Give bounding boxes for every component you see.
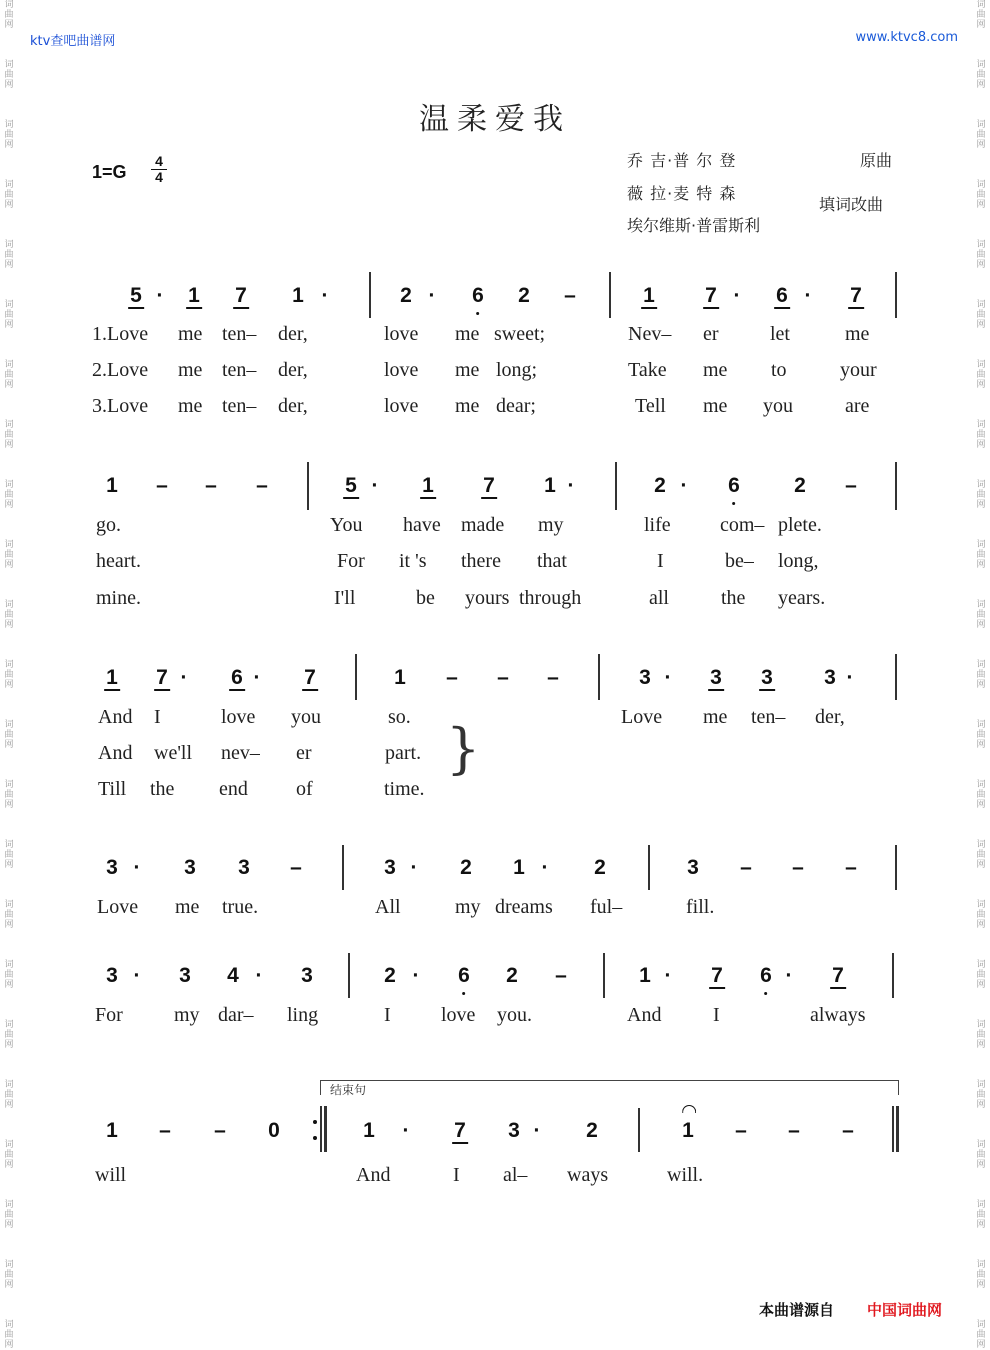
lyric-syllable: com–: [720, 514, 765, 536]
lyric-syllable: All: [375, 896, 401, 918]
watermark-mark: 词 曲 网: [4, 1200, 14, 1230]
watermark-mark: 词 曲 网: [4, 180, 14, 210]
note: 6: [728, 474, 740, 497]
watermark-mark: 词 曲 网: [4, 240, 14, 270]
lyric-syllable: Love: [97, 896, 139, 918]
note: 5: [130, 284, 142, 307]
lyric-syllable: I: [384, 1004, 391, 1026]
watermark-mark: 词 曲 网: [4, 420, 14, 450]
bar-line: [892, 953, 894, 998]
bar-line: [648, 845, 650, 890]
dot-mark: ·: [371, 474, 379, 497]
right-watermark-strip: [974, 0, 988, 1348]
dot-mark: ·: [428, 284, 436, 307]
note: 2: [400, 284, 412, 307]
lyric-syllable: me: [178, 359, 203, 381]
lyric-syllable: me: [455, 359, 480, 381]
dash-mark: –: [792, 856, 804, 879]
watermark-mark: 词 曲 网: [4, 1260, 14, 1290]
lyric-syllable: me: [178, 323, 203, 345]
note: 1: [106, 474, 118, 497]
watermark-mark: 词 曲 网: [976, 180, 986, 210]
watermark-mark: 词 曲 网: [976, 780, 986, 810]
watermark-mark: 词 曲 网: [4, 1080, 14, 1110]
dot-mark: ·: [733, 284, 741, 307]
bar-line: [307, 462, 309, 510]
ending-label: 结束句: [330, 1083, 367, 1097]
watermark-mark: 词 曲 网: [976, 960, 986, 990]
watermark-mark: 词 曲 网: [976, 840, 986, 870]
lyric-syllable: I: [657, 550, 664, 572]
watermark-mark: 词 曲 网: [4, 120, 14, 150]
watermark-mark: 词 曲 网: [4, 480, 14, 510]
dot-mark: ·: [180, 666, 188, 689]
left-watermark-strip: [2, 0, 16, 1348]
watermark-mark: 词 曲 网: [976, 600, 986, 630]
lyric-syllable: the: [150, 778, 175, 800]
lyric-syllable: me: [455, 323, 480, 345]
note: 6: [776, 284, 788, 307]
watermark-mark: 词 曲 网: [976, 540, 986, 570]
lyric-syllable: love: [221, 706, 256, 728]
bar-line: [615, 462, 617, 510]
dot-mark: ·: [664, 964, 672, 987]
lyric-syllable: be–: [725, 550, 754, 572]
time-signature: [151, 154, 167, 185]
note: 2: [460, 856, 472, 879]
bar-line: [369, 272, 371, 318]
watermark-mark: 词 曲 网: [4, 1140, 14, 1170]
lyric-syllable: der,: [815, 706, 845, 728]
watermark-mark: 词 曲 网: [976, 660, 986, 690]
lyric-syllable: mine.: [96, 587, 141, 609]
bar-line: [342, 845, 344, 890]
lyric-syllable: sweet;: [494, 323, 546, 345]
credit-composer: 乔 吉·普 尔 登: [627, 151, 737, 170]
watermark-mark: 词 曲 网: [976, 360, 986, 390]
lyric-syllable: me: [178, 395, 203, 417]
lyric-syllable: Nev–: [628, 323, 672, 345]
note: 0: [268, 1119, 280, 1142]
lyric-syllable: let: [770, 323, 790, 345]
note: 7: [304, 666, 316, 689]
watermark-mark: 词 曲 网: [4, 360, 14, 390]
lyric-syllable: And: [627, 1004, 662, 1026]
note: 2: [518, 284, 530, 307]
final-barline-thick: [896, 1106, 899, 1152]
note: 1: [292, 284, 304, 307]
note: 1: [422, 474, 434, 497]
lyric-syllable: love: [384, 323, 419, 345]
note: 1: [394, 666, 406, 689]
lyric-brace: }: [446, 717, 481, 780]
lyric-syllable: I: [154, 706, 161, 728]
dot-mark: ·: [533, 1119, 541, 1142]
note: 1: [682, 1119, 694, 1142]
watermark-mark: 词 曲 网: [976, 240, 986, 270]
lyric-syllable: al–: [503, 1164, 528, 1186]
note: 3: [106, 856, 118, 879]
lyric-syllable: I'll: [334, 587, 356, 609]
bar-line: [895, 654, 897, 700]
note: 7: [705, 284, 717, 307]
dash-mark: –: [547, 666, 559, 689]
note: 3: [639, 666, 651, 689]
dash-mark: –: [564, 284, 576, 307]
lyric-syllable: my: [174, 1004, 200, 1026]
watermark-mark: 词 曲 网: [976, 1140, 986, 1170]
note: 3: [761, 666, 773, 689]
watermark-mark: 词 曲 网: [4, 60, 14, 90]
lyric-syllable: ten–: [751, 706, 786, 728]
lyric-syllable: dreams: [495, 896, 553, 918]
note: 7: [454, 1119, 466, 1142]
lyric-syllable: it 's: [399, 550, 427, 572]
watermark-mark: 词 曲 网: [4, 540, 14, 570]
note: 1: [643, 284, 655, 307]
watermark-mark: 词 曲 网: [4, 660, 14, 690]
time-signature-bottom: 4: [155, 169, 163, 185]
lyric-syllable: go.: [96, 514, 121, 536]
lyric-syllable: I: [453, 1164, 460, 1186]
note: 2: [594, 856, 606, 879]
note: 2: [794, 474, 806, 497]
lyric-syllable: me: [845, 323, 870, 345]
lyric-syllable: my: [455, 896, 481, 918]
credit-performer: 埃尔维斯·普雷斯利: [627, 216, 761, 235]
watermark-mark: 词 曲 网: [976, 1200, 986, 1230]
dash-mark: –: [740, 856, 752, 879]
watermark-mark: 词 曲 网: [4, 900, 14, 930]
lyric-syllable: long,: [778, 550, 819, 572]
lyric-syllable: true.: [222, 896, 259, 918]
lyric-syllable: made: [461, 514, 505, 536]
lyric-syllable: there: [461, 550, 501, 572]
lyric-syllable: all: [649, 587, 669, 609]
lyric-syllable: always: [810, 1004, 866, 1026]
dash-mark: –: [842, 1119, 854, 1142]
note: 7: [832, 964, 844, 987]
lyric-syllable: 1.Love: [92, 323, 149, 345]
lyric-syllable: der,: [278, 359, 308, 381]
note: 2: [586, 1119, 598, 1142]
lyric-syllable: my: [538, 514, 564, 536]
lyric-syllable: so.: [388, 706, 411, 728]
lyric-syllable: years.: [778, 587, 826, 609]
lyric-syllable: Tell: [635, 395, 666, 417]
dot-mark: ·: [133, 964, 141, 987]
lyric-syllable: heart.: [96, 550, 141, 572]
note: 7: [711, 964, 723, 987]
lyric-syllable: will: [95, 1164, 127, 1186]
lyric-syllable: that: [537, 550, 567, 572]
lyric-syllable: the: [721, 587, 746, 609]
footer-source-label: 本曲谱源自: [759, 1301, 835, 1319]
dot-mark: ·: [253, 666, 261, 689]
note: 3: [710, 666, 722, 689]
lyric-syllable: are: [845, 395, 870, 417]
dash-mark: –: [788, 1119, 800, 1142]
bar-line: [895, 845, 897, 890]
note: 1: [106, 1119, 118, 1142]
note: 4: [227, 964, 239, 987]
note: 6: [472, 284, 484, 307]
note: 7: [156, 666, 168, 689]
lyric-syllable: me: [175, 896, 200, 918]
dot-mark: ·: [321, 284, 329, 307]
lyric-syllable: have: [403, 514, 441, 536]
repeat-dot: [313, 1120, 317, 1124]
lyric-syllable: me: [703, 706, 728, 728]
lyric-syllable: And: [98, 742, 133, 764]
lyric-syllable: der,: [278, 395, 308, 417]
bar-line: [348, 953, 350, 998]
footer-source-site[interactable]: 中国词曲网: [867, 1301, 943, 1319]
note: 3: [301, 964, 313, 987]
lyric-syllable: ten–: [222, 323, 257, 345]
lyric-syllable: 2.Love: [92, 359, 149, 381]
repeat-barline-thin: [320, 1106, 322, 1152]
repeat-barline-thick: [324, 1106, 327, 1152]
lyric-syllable: For: [337, 550, 365, 572]
lyric-syllable: nev–: [221, 742, 260, 764]
note: 1: [639, 964, 651, 987]
watermark-mark: 词 曲 网: [4, 960, 14, 990]
dash-mark: –: [735, 1119, 747, 1142]
watermark-mark: 词 曲 网: [976, 420, 986, 450]
watermark-mark: 词 曲 网: [976, 480, 986, 510]
credit-composer-role: 原曲: [860, 151, 893, 170]
header-site-left[interactable]: ktv查吧曲谱网: [30, 34, 116, 49]
note: 3: [184, 856, 196, 879]
watermark-mark: 词 曲 网: [976, 1260, 986, 1290]
dash-mark: –: [845, 474, 857, 497]
repeat-dot: [313, 1136, 317, 1140]
lyric-syllable: love: [384, 395, 419, 417]
lyric-syllable: For: [95, 1004, 123, 1026]
lyric-syllable: me: [703, 359, 728, 381]
note: 7: [235, 284, 247, 307]
note: 3: [238, 856, 250, 879]
note: 3: [384, 856, 396, 879]
lyric-syllable: You: [330, 514, 363, 536]
lyric-syllable: er: [296, 742, 312, 764]
lyric-syllable: I: [713, 1004, 720, 1026]
dash-mark: –: [555, 964, 567, 987]
dot-mark: ·: [664, 666, 672, 689]
lyric-syllable: love: [384, 359, 419, 381]
key-signature: 1=G: [92, 162, 127, 182]
note: 3: [179, 964, 191, 987]
lyric-syllable: And: [98, 706, 133, 728]
lyric-syllable: yours: [465, 587, 510, 609]
lyric-syllable: of: [296, 778, 313, 800]
watermark-mark: 词 曲 网: [976, 1320, 986, 1350]
lyric-syllable: time.: [384, 778, 425, 800]
note: 7: [850, 284, 862, 307]
dash-mark: –: [446, 666, 458, 689]
bar-line: [603, 953, 605, 998]
lyric-syllable: your: [840, 359, 877, 381]
lyric-syllable: love: [441, 1004, 476, 1026]
lyric-syllable: be: [416, 587, 435, 609]
dot-mark: ·: [255, 964, 263, 987]
note: 7: [483, 474, 495, 497]
dot-mark: ·: [402, 1119, 410, 1142]
lyric-syllable: er: [703, 323, 719, 345]
dash-mark: –: [497, 666, 509, 689]
watermark-mark: 词 曲 网: [4, 0, 14, 30]
note: 1: [363, 1119, 375, 1142]
dot-mark: ·: [412, 964, 420, 987]
time-signature-top: 4: [151, 154, 167, 170]
dot-mark: ·: [804, 284, 812, 307]
note: 3: [687, 856, 699, 879]
lyric-syllable: will.: [667, 1164, 704, 1186]
dash-mark: –: [205, 474, 217, 497]
lyric-syllable: me: [455, 395, 480, 417]
lyric-syllable: ful–: [590, 896, 623, 918]
lyric-syllable: life: [644, 514, 671, 536]
watermark-mark: 词 曲 网: [976, 300, 986, 330]
credit-lyricist-role: 填词改曲: [819, 195, 884, 214]
watermark-mark: 词 曲 网: [4, 720, 14, 750]
ending-bracket: [320, 1080, 899, 1095]
watermark-mark: 词 曲 网: [4, 1020, 14, 1050]
lyric-syllable: long;: [496, 359, 538, 381]
lyric-syllable: Love: [621, 706, 663, 728]
lyric-syllable: me: [703, 395, 728, 417]
lyric-syllable: Take: [628, 359, 667, 381]
dot-mark: ·: [846, 666, 854, 689]
dash-mark: –: [256, 474, 268, 497]
note: 2: [506, 964, 518, 987]
note: 6: [231, 666, 243, 689]
note: 2: [384, 964, 396, 987]
bar-line: [895, 462, 897, 510]
note: 1: [106, 666, 118, 689]
watermark-mark: 词 曲 网: [4, 1320, 14, 1350]
lyric-syllable: ling: [287, 1004, 319, 1026]
credit-lyricist: 薇 拉·麦 特 森: [627, 184, 737, 203]
note: 3: [106, 964, 118, 987]
watermark-mark: 词 曲 网: [976, 1080, 986, 1110]
header-site-right[interactable]: www.ktvc8.com: [855, 30, 958, 45]
watermark-mark: 词 曲 网: [976, 900, 986, 930]
song-title: 温柔爱我: [419, 102, 571, 137]
watermark-mark: 词 曲 网: [4, 300, 14, 330]
dot-mark: ·: [410, 856, 418, 879]
lyric-syllable: 3.Love: [92, 395, 149, 417]
note: 3: [508, 1119, 520, 1142]
bar-line: [598, 654, 600, 700]
lyric-syllable: plete.: [778, 514, 822, 536]
lyric-syllable: dear;: [496, 395, 536, 417]
lyric-syllable: to: [771, 359, 787, 381]
bar-line: [638, 1108, 640, 1152]
lyric-syllable: you: [291, 706, 321, 728]
lyric-syllable: you: [763, 395, 793, 417]
lyric-syllable: end: [219, 778, 248, 800]
lyric-syllable: fill.: [686, 896, 715, 918]
note: 1: [188, 284, 200, 307]
lyric-syllable: Till: [98, 778, 127, 800]
note: 2: [654, 474, 666, 497]
lyric-syllable: ten–: [222, 395, 257, 417]
note: 6: [458, 964, 470, 987]
lyric-syllable: dar–: [218, 1004, 254, 1026]
bar-line: [609, 272, 611, 318]
watermark-mark: 词 曲 网: [4, 780, 14, 810]
lyric-syllable: der,: [278, 323, 308, 345]
watermark-mark: 词 曲 网: [976, 0, 986, 30]
dash-mark: –: [214, 1119, 226, 1142]
note: 6: [760, 964, 772, 987]
watermark-mark: 词 曲 网: [976, 120, 986, 150]
bar-line: [895, 272, 897, 318]
watermark-mark: 词 曲 网: [976, 60, 986, 90]
note: 3: [824, 666, 836, 689]
note: 5: [345, 474, 357, 497]
note: 1: [544, 474, 556, 497]
lyric-syllable: ten–: [222, 359, 257, 381]
dot-mark: ·: [156, 284, 164, 307]
watermark-mark: 词 曲 网: [976, 1020, 986, 1050]
dash-mark: –: [290, 856, 302, 879]
lyric-syllable: you.: [497, 1004, 532, 1026]
lyric-syllable: through: [519, 587, 582, 609]
dot-mark: ·: [785, 964, 793, 987]
dot-mark: ·: [567, 474, 575, 497]
dash-mark: –: [159, 1119, 171, 1142]
lyric-syllable: ways: [567, 1164, 609, 1186]
dash-mark: –: [845, 856, 857, 879]
dot-mark: ·: [680, 474, 688, 497]
watermark-mark: 词 曲 网: [976, 720, 986, 750]
dot-mark: ·: [133, 856, 141, 879]
lyric-syllable: And: [356, 1164, 391, 1186]
note: 1: [513, 856, 525, 879]
dash-mark: –: [156, 474, 168, 497]
lyric-syllable: part.: [385, 742, 422, 764]
bar-line: [355, 654, 357, 700]
final-barline-thin: [892, 1106, 894, 1152]
watermark-mark: 词 曲 网: [4, 600, 14, 630]
lyric-syllable: we'll: [154, 742, 193, 764]
dot-mark: ·: [541, 856, 549, 879]
watermark-mark: 词 曲 网: [4, 840, 14, 870]
